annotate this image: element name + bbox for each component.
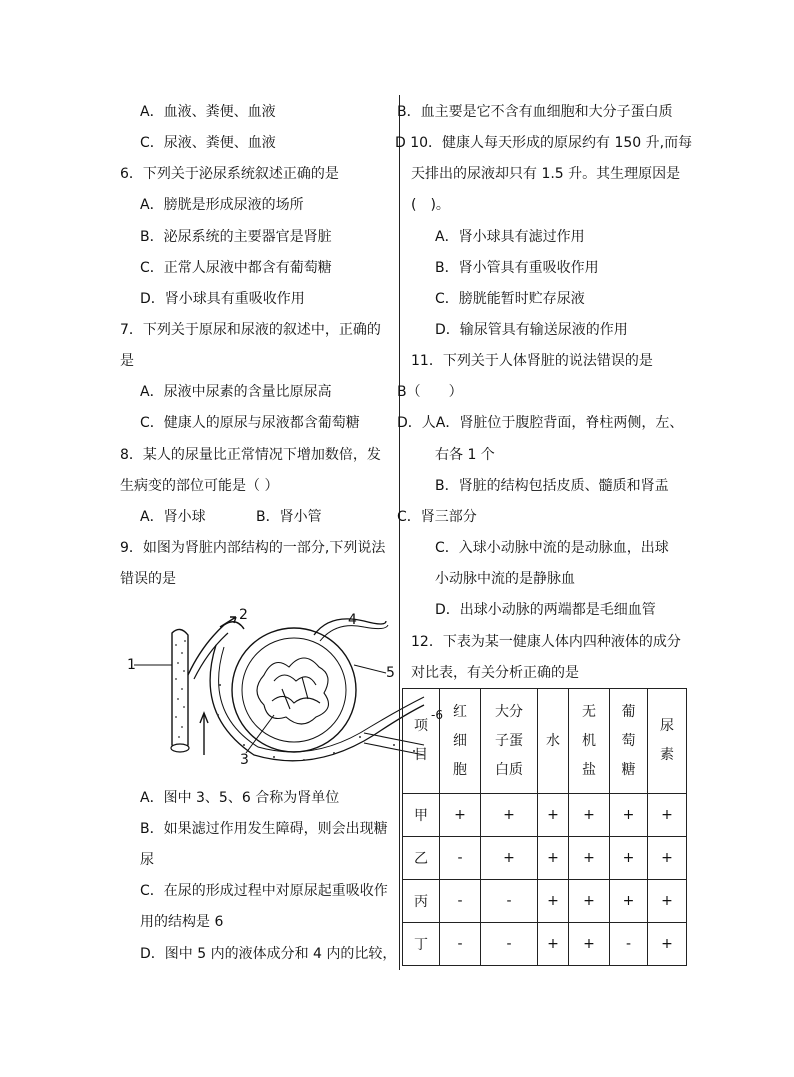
q10-option-a: A．肾小球具有滤过作用 bbox=[435, 229, 585, 245]
q9-option-c-line1: C．在尿的形成过程中对原尿起重吸收作 bbox=[140, 883, 388, 899]
q9-option-b-line2: 尿 bbox=[140, 852, 154, 868]
q9-option-b-line1: B．如果滤过作用发生障碍，则会出现糖 bbox=[140, 821, 388, 837]
table-cell: + bbox=[648, 923, 687, 966]
q11-option-b: B．肾脏的结构包括皮质、髓质和肾盂 bbox=[435, 478, 669, 494]
q6-option-d: D．肾小球具有重吸收作用 bbox=[140, 291, 305, 307]
q9-option-c-line2: 用的结构是 6 bbox=[140, 914, 224, 930]
q10-stem-line1: D 10．健康人每天形成的原尿约有 150 升,而每 bbox=[395, 135, 693, 151]
flow-arrow-2 bbox=[220, 617, 236, 627]
table-cell: + bbox=[648, 794, 687, 837]
table-row bbox=[403, 880, 687, 923]
q7-option-a: A．尿液中尿素的含量比原尿高 bbox=[140, 384, 332, 400]
header-glucose: 葡 萄 糖 bbox=[610, 689, 648, 794]
column-divider bbox=[399, 95, 400, 970]
q6-option-b: B．泌尿系统的主要器官是肾脏 bbox=[140, 229, 332, 245]
table-cell: - bbox=[481, 923, 538, 966]
q8-stem-line2: 生病变的部位可能是（ ） bbox=[120, 478, 279, 494]
q12-stem-line2: 对比表，有关分析正确的是 bbox=[411, 665, 579, 681]
q10-option-c: C．膀胱能暂时贮存尿液 bbox=[435, 291, 585, 307]
table-row bbox=[403, 794, 687, 837]
blood-vessel-1 bbox=[172, 629, 188, 749]
nephron-diagram bbox=[124, 605, 434, 775]
table-row bbox=[403, 923, 687, 966]
figure-label-6: -6 bbox=[431, 708, 443, 722]
table-cell: + bbox=[481, 794, 538, 837]
q8-option-a: A．肾小球 bbox=[140, 509, 206, 525]
q8-option-b: B．肾小管 bbox=[256, 509, 322, 525]
figure-label-4: 4 bbox=[348, 612, 357, 628]
q9-stem-line1: 9．如图为肾脏内部结构的一部分,下列说法 bbox=[120, 540, 386, 556]
table-cell: - bbox=[440, 837, 481, 880]
table-cell: + bbox=[610, 794, 648, 837]
q9-stem-line2: 错误的是 bbox=[120, 571, 176, 587]
q11-answer-mark: B（ ） bbox=[397, 384, 463, 400]
table-cell: + bbox=[538, 923, 569, 966]
glomerulus-capsule bbox=[232, 628, 356, 752]
q8-stem-line1: 8．某人的尿量比正常情况下增加数倍，发 bbox=[120, 447, 381, 463]
table-header-row bbox=[403, 689, 687, 794]
table-cell: + bbox=[648, 837, 687, 880]
figure-label-1: 1 bbox=[127, 657, 136, 673]
header-protein: 大分 子蛋 白质 bbox=[481, 689, 538, 794]
table-cell: + bbox=[538, 794, 569, 837]
table-cell: - bbox=[481, 880, 538, 923]
q9-option-a: A．图中 3、5、6 合称为肾单位 bbox=[140, 790, 340, 806]
table-cell: + bbox=[610, 837, 648, 880]
table-cell: 丙 bbox=[403, 880, 440, 923]
q7-stem-line2: 是 bbox=[120, 353, 134, 369]
q11-option-c-line1: C．入球小动脉中流的是动脉血，出球 bbox=[435, 540, 669, 556]
q7-stem-line1: 7．下列关于原尿和尿液的叙述中，正确的 bbox=[120, 322, 381, 338]
q7-option-b: B．血主要是它不含有血细胞和大分子蛋白质 bbox=[397, 104, 673, 120]
table-cell: + bbox=[569, 837, 610, 880]
q12-stem-line1: 12．下表为某一健康人体内四种液体的成分 bbox=[411, 634, 681, 650]
figure-label-5: 5 bbox=[386, 665, 395, 681]
glomerulus-capillaries bbox=[257, 658, 329, 724]
table-cell: + bbox=[440, 794, 481, 837]
table-cell: + bbox=[569, 794, 610, 837]
q11-option-a-line2: 右各 1 个 bbox=[435, 447, 495, 463]
q5-option-a: A．血液、粪便、血液 bbox=[140, 104, 276, 120]
q10-stem-line2: 天排出的尿液却只有 1.5 升。其生理原因是 bbox=[411, 166, 681, 182]
header-rbc: 红 细 胞 bbox=[440, 689, 481, 794]
table-cell: 丁 bbox=[403, 923, 440, 966]
q10-option-b: B．肾小管具有重吸收作用 bbox=[435, 260, 599, 276]
table-cell: + bbox=[538, 837, 569, 880]
q11-stem: 11．下列关于人体肾脏的说法错误的是 bbox=[411, 353, 653, 369]
header-urea: 尿 素 bbox=[648, 689, 687, 794]
table-cell: - bbox=[440, 923, 481, 966]
q11-option-c-line2: 小动脉中流的是静脉血 bbox=[435, 571, 575, 587]
q5-option-c: C．尿液、粪便、血液 bbox=[140, 135, 276, 151]
q11-option-d: D．出球小动脉的两端都是毛细血管 bbox=[435, 602, 656, 618]
composition-table bbox=[402, 688, 687, 966]
figure-label-2: 2 bbox=[239, 607, 248, 623]
vessel-opening bbox=[171, 744, 189, 752]
q11-option-a-line1: D．人A．肾脏位于腹腔背面，脊柱两侧，左、 bbox=[397, 415, 684, 431]
figure-label-3: 3 bbox=[240, 752, 249, 768]
q6-stem: 6．下列关于泌尿系统叙述正确的是 bbox=[120, 166, 339, 182]
table-cell: + bbox=[569, 880, 610, 923]
table-cell: + bbox=[481, 837, 538, 880]
header-salt: 无 机 盐 bbox=[569, 689, 610, 794]
q6-option-a: A．膀胱是形成尿液的场所 bbox=[140, 197, 304, 213]
label-5-leader bbox=[354, 665, 386, 673]
table-cell: - bbox=[440, 880, 481, 923]
q11-stray-fragment: C．肾三部分 bbox=[397, 509, 477, 525]
afferent-arteriole bbox=[188, 622, 244, 675]
table-row bbox=[403, 837, 687, 880]
header-water: 水 bbox=[538, 689, 569, 794]
q7-option-c: C．健康人的原尿与尿液都含葡萄糖 bbox=[140, 415, 360, 431]
q10-option-d: D．输尿管具有输送尿液的作用 bbox=[435, 322, 628, 338]
header-item: 项 目 bbox=[403, 689, 440, 794]
table-cell: 甲 bbox=[403, 794, 440, 837]
table-cell: + bbox=[610, 880, 648, 923]
table-cell: + bbox=[569, 923, 610, 966]
table-cell: + bbox=[538, 880, 569, 923]
table-cell: - bbox=[610, 923, 648, 966]
q6-option-c: C．正常人尿液中都含有葡萄糖 bbox=[140, 260, 332, 276]
q10-stem-line3: ( )。 bbox=[411, 197, 450, 213]
table-cell: 乙 bbox=[403, 837, 440, 880]
q9-option-d: D．图中 5 内的液体成分和 4 内的比较， bbox=[140, 946, 397, 962]
table-cell: + bbox=[648, 880, 687, 923]
